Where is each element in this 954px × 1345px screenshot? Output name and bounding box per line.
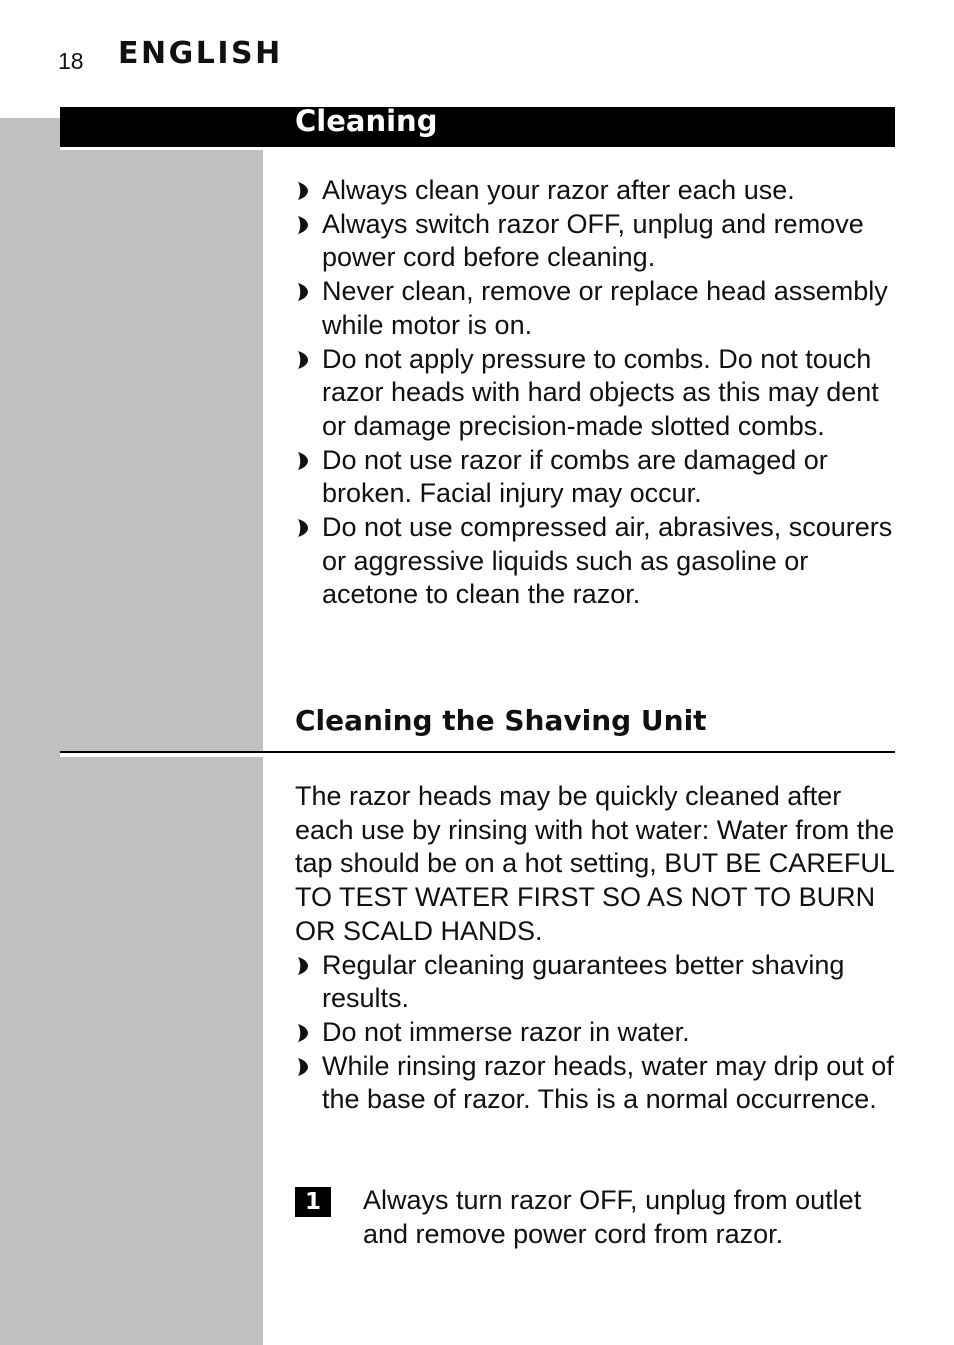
list-item: While rinsing razor heads, water may drip out of the base of razor. This is a normal occurrence. xyxy=(295,1050,895,1117)
section-title-cleaning: Cleaning xyxy=(295,104,438,138)
bullet-arrow-icon xyxy=(298,519,308,537)
step-number-badge: 1 xyxy=(295,1187,331,1217)
list-item: Do not use razor if combs are damaged or broken. Facial injury may occur. xyxy=(295,444,895,511)
list-item: Regular cleaning guarantees better shaving results. xyxy=(295,949,895,1016)
list-item: Always clean your razor after each use. xyxy=(295,174,895,208)
divider-gap xyxy=(60,753,263,757)
bullet-arrow-icon xyxy=(298,351,308,369)
bullet-arrow-icon xyxy=(298,452,308,470)
cleaning-bullet-list xyxy=(295,174,895,612)
section-bar-divider xyxy=(60,147,895,150)
bullet-arrow-icon xyxy=(298,216,308,234)
step-text: Always turn razor OFF, unplug from outlet and remove power cord from razor. xyxy=(363,1185,862,1249)
gray-margin-column xyxy=(0,118,263,1345)
bullet-arrow-icon xyxy=(298,1024,308,1042)
list-item: Do not use compressed air, abrasives, scourers or aggressive liquids such as gasoline or acetone to clean the razor. xyxy=(295,511,895,612)
shaving-unit-bullet-list xyxy=(295,949,895,1118)
bullet-arrow-icon xyxy=(298,182,308,200)
bullet-arrow-icon xyxy=(298,283,308,301)
step-1 xyxy=(295,1184,895,1251)
subheading-shaving-unit: Cleaning the Shaving Unit xyxy=(295,704,707,737)
page-number: 18 xyxy=(58,48,84,74)
cleaning-content xyxy=(295,174,895,612)
bullet-arrow-icon xyxy=(298,1058,308,1076)
language-label: ENGLISH xyxy=(118,36,283,71)
list-item: Always switch razor OFF, unplug and remove power cord before cleaning. xyxy=(295,208,895,275)
list-item: Do not immerse razor in water. xyxy=(295,1016,895,1050)
bullet-arrow-icon xyxy=(298,957,308,975)
list-item: Do not apply pressure to combs. Do not touch razor heads with hard objects as this may dent or damage precision-made slotted combs. xyxy=(295,343,895,444)
intro-paragraph: The razor heads may be quickly cleaned after each use by rinsing with hot water: Water from the tap should be on a hot setting, BUT BE CAREFUL TO TEST WATER FIRST SO AS NOT TO BURN OR SCALD HANDS. xyxy=(295,781,895,946)
list-item: Never clean, remove or replace head assembly while motor is on. xyxy=(295,275,895,342)
section-title-bar xyxy=(60,107,895,147)
shaving-unit-content xyxy=(295,780,895,1117)
